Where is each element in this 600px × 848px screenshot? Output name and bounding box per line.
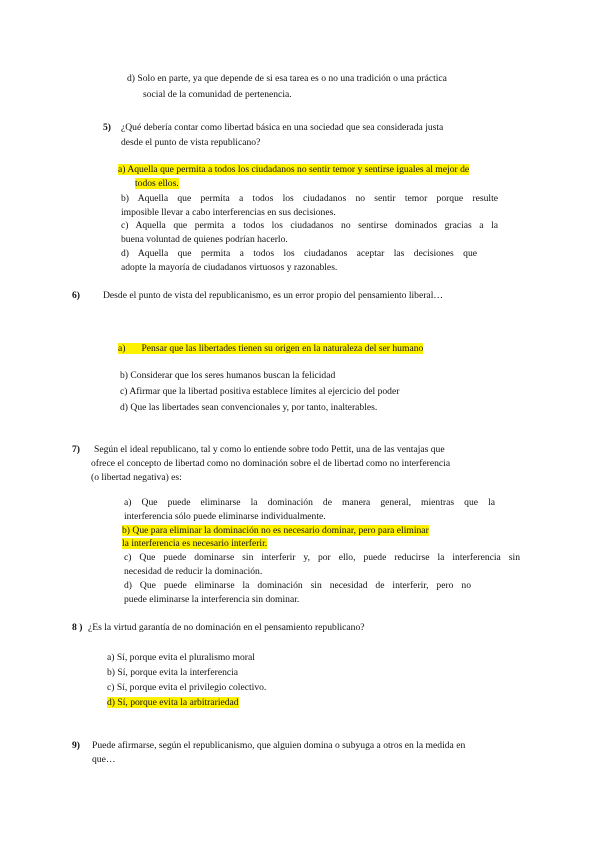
q4-option-d-line2: social de la comunidad de pertenencia. (143, 89, 292, 100)
q5-option-a-highlight-2: todos ellos. (135, 178, 179, 189)
q6-option-c: c) Afirmar que la libertad positiva establece límites al ejercicio del poder (120, 386, 400, 397)
q8-option-a: a) Sí, porque evita el pluralismo moral (107, 652, 255, 663)
q7-question-line2: ofrece el concepto de libertad como no dominación sobre el de libertad como no interferencia (91, 458, 451, 469)
q7-option-a-line2: interferencia sólo puede eliminarse individualmente. (124, 511, 326, 522)
q4-option-d-line1: d) Solo en parte, ya que depende de si esa tarea es o no una tradición o una práctica (127, 73, 447, 84)
q8-option-c: c) Sí, porque evita el privilegio colectivo. (107, 682, 267, 693)
q9-number: 9) (72, 740, 80, 751)
q6-option-d: d) Que las libertades sean convencionales y, por tanto, inalterables. (120, 402, 378, 413)
q5-option-a-highlight-1: a) Aquella que permita a todos los ciudadanos no sentir temor y sentirse iguales al mejor de (118, 164, 470, 175)
q5-option-a-line1 (118, 164, 469, 176)
q8-question: ¿Es la virtud garantía de no dominación en el pensamiento republicano? (88, 622, 365, 633)
q8-number: 8 ) (72, 622, 83, 633)
q5-option-c-line2: buena voluntad de quienes podrían hacerlo. (121, 234, 288, 245)
q5-option-c-line1: c) Aquella que permita a todos los ciudadanos no sentirse dominados gracias a la (121, 220, 498, 231)
q9-question-line2: que… (92, 754, 116, 765)
q7-option-d-line1: d) Que puede eliminarse la dominación sin necesidad de interferir, pero no (124, 580, 471, 591)
q6-option-a-text: Pensar que las libertades tienen su origen en la naturaleza del ser humano (141, 343, 424, 354)
q5-option-b-line1: b) Aquella que permita a todos los ciudadanos no sentir temor porque resulte (121, 193, 498, 204)
q5-option-b-line2: imposible llevar a cabo interferencias en sus decisiones. (121, 207, 336, 218)
q8-option-b: b) Sí, porque evita la interferencia (107, 667, 239, 678)
q5-option-d-line1: d) Aquella que permita a todos los ciudadanos aceptar las decisiones que (121, 248, 477, 259)
q5-option-a-line2 (135, 178, 179, 190)
q6-option-a (118, 343, 423, 355)
q6-option-a-letter: a) (118, 343, 126, 354)
q5-number: 5) (103, 122, 111, 133)
q8-option-d-highlight: d) Sí, porque evita la arbitrariedad (107, 697, 239, 708)
q6-option-b: b) Considerar que los seres humanos buscan la felicidad (120, 370, 336, 381)
q7-option-c-line1: c) Que puede dominarse sin interferir y, por ello, puede reducirse la interferencia sin (124, 552, 520, 563)
q7-option-a-line1: a) Que puede eliminarse la dominación de manera general, mientras que la (124, 497, 495, 508)
q6-question: Desde el punto de vista del republicanismo, es un error propio del pensamiento liberal… (103, 290, 443, 301)
q8-option-d (107, 697, 239, 709)
q7-question-line3: (o libertad negativa) es: (91, 472, 182, 483)
q6-number: 6) (72, 290, 80, 301)
q5-option-d-line2: adopte la mayoría de ciudadanos virtuosos y razonables. (121, 262, 338, 273)
q7-option-b-line1 (122, 525, 429, 537)
q6-option-a-highlight (118, 343, 423, 354)
q9-question-line1: Puede afirmarse, según el republicanismo, que alguien domina o subyuga a otros en la medida en (92, 740, 466, 751)
q7-option-b-line2 (122, 538, 267, 550)
q5-question-line1: ¿Qué debería contar como libertad básica en una sociedad que sea considerada justa (121, 122, 444, 133)
q7-option-b-highlight-2: la interferencia es necesario interferir. (122, 538, 268, 549)
q7-number: 7) (72, 444, 80, 455)
q7-question-line1: Según el ideal republicano, tal y como lo entiende sobre todo Pettit, una de las ventajas que (94, 444, 445, 455)
q7-option-c-line2: necesidad de reducir la dominación. (124, 566, 263, 577)
q7-option-b-highlight-1: b) Que para eliminar la dominación no es necesario dominar, pero para eliminar (122, 525, 429, 536)
q7-option-d-line2: puede eliminarse la interferencia sin dominar. (124, 594, 300, 605)
q5-question-line2: desde el punto de vista republicano? (121, 137, 261, 148)
